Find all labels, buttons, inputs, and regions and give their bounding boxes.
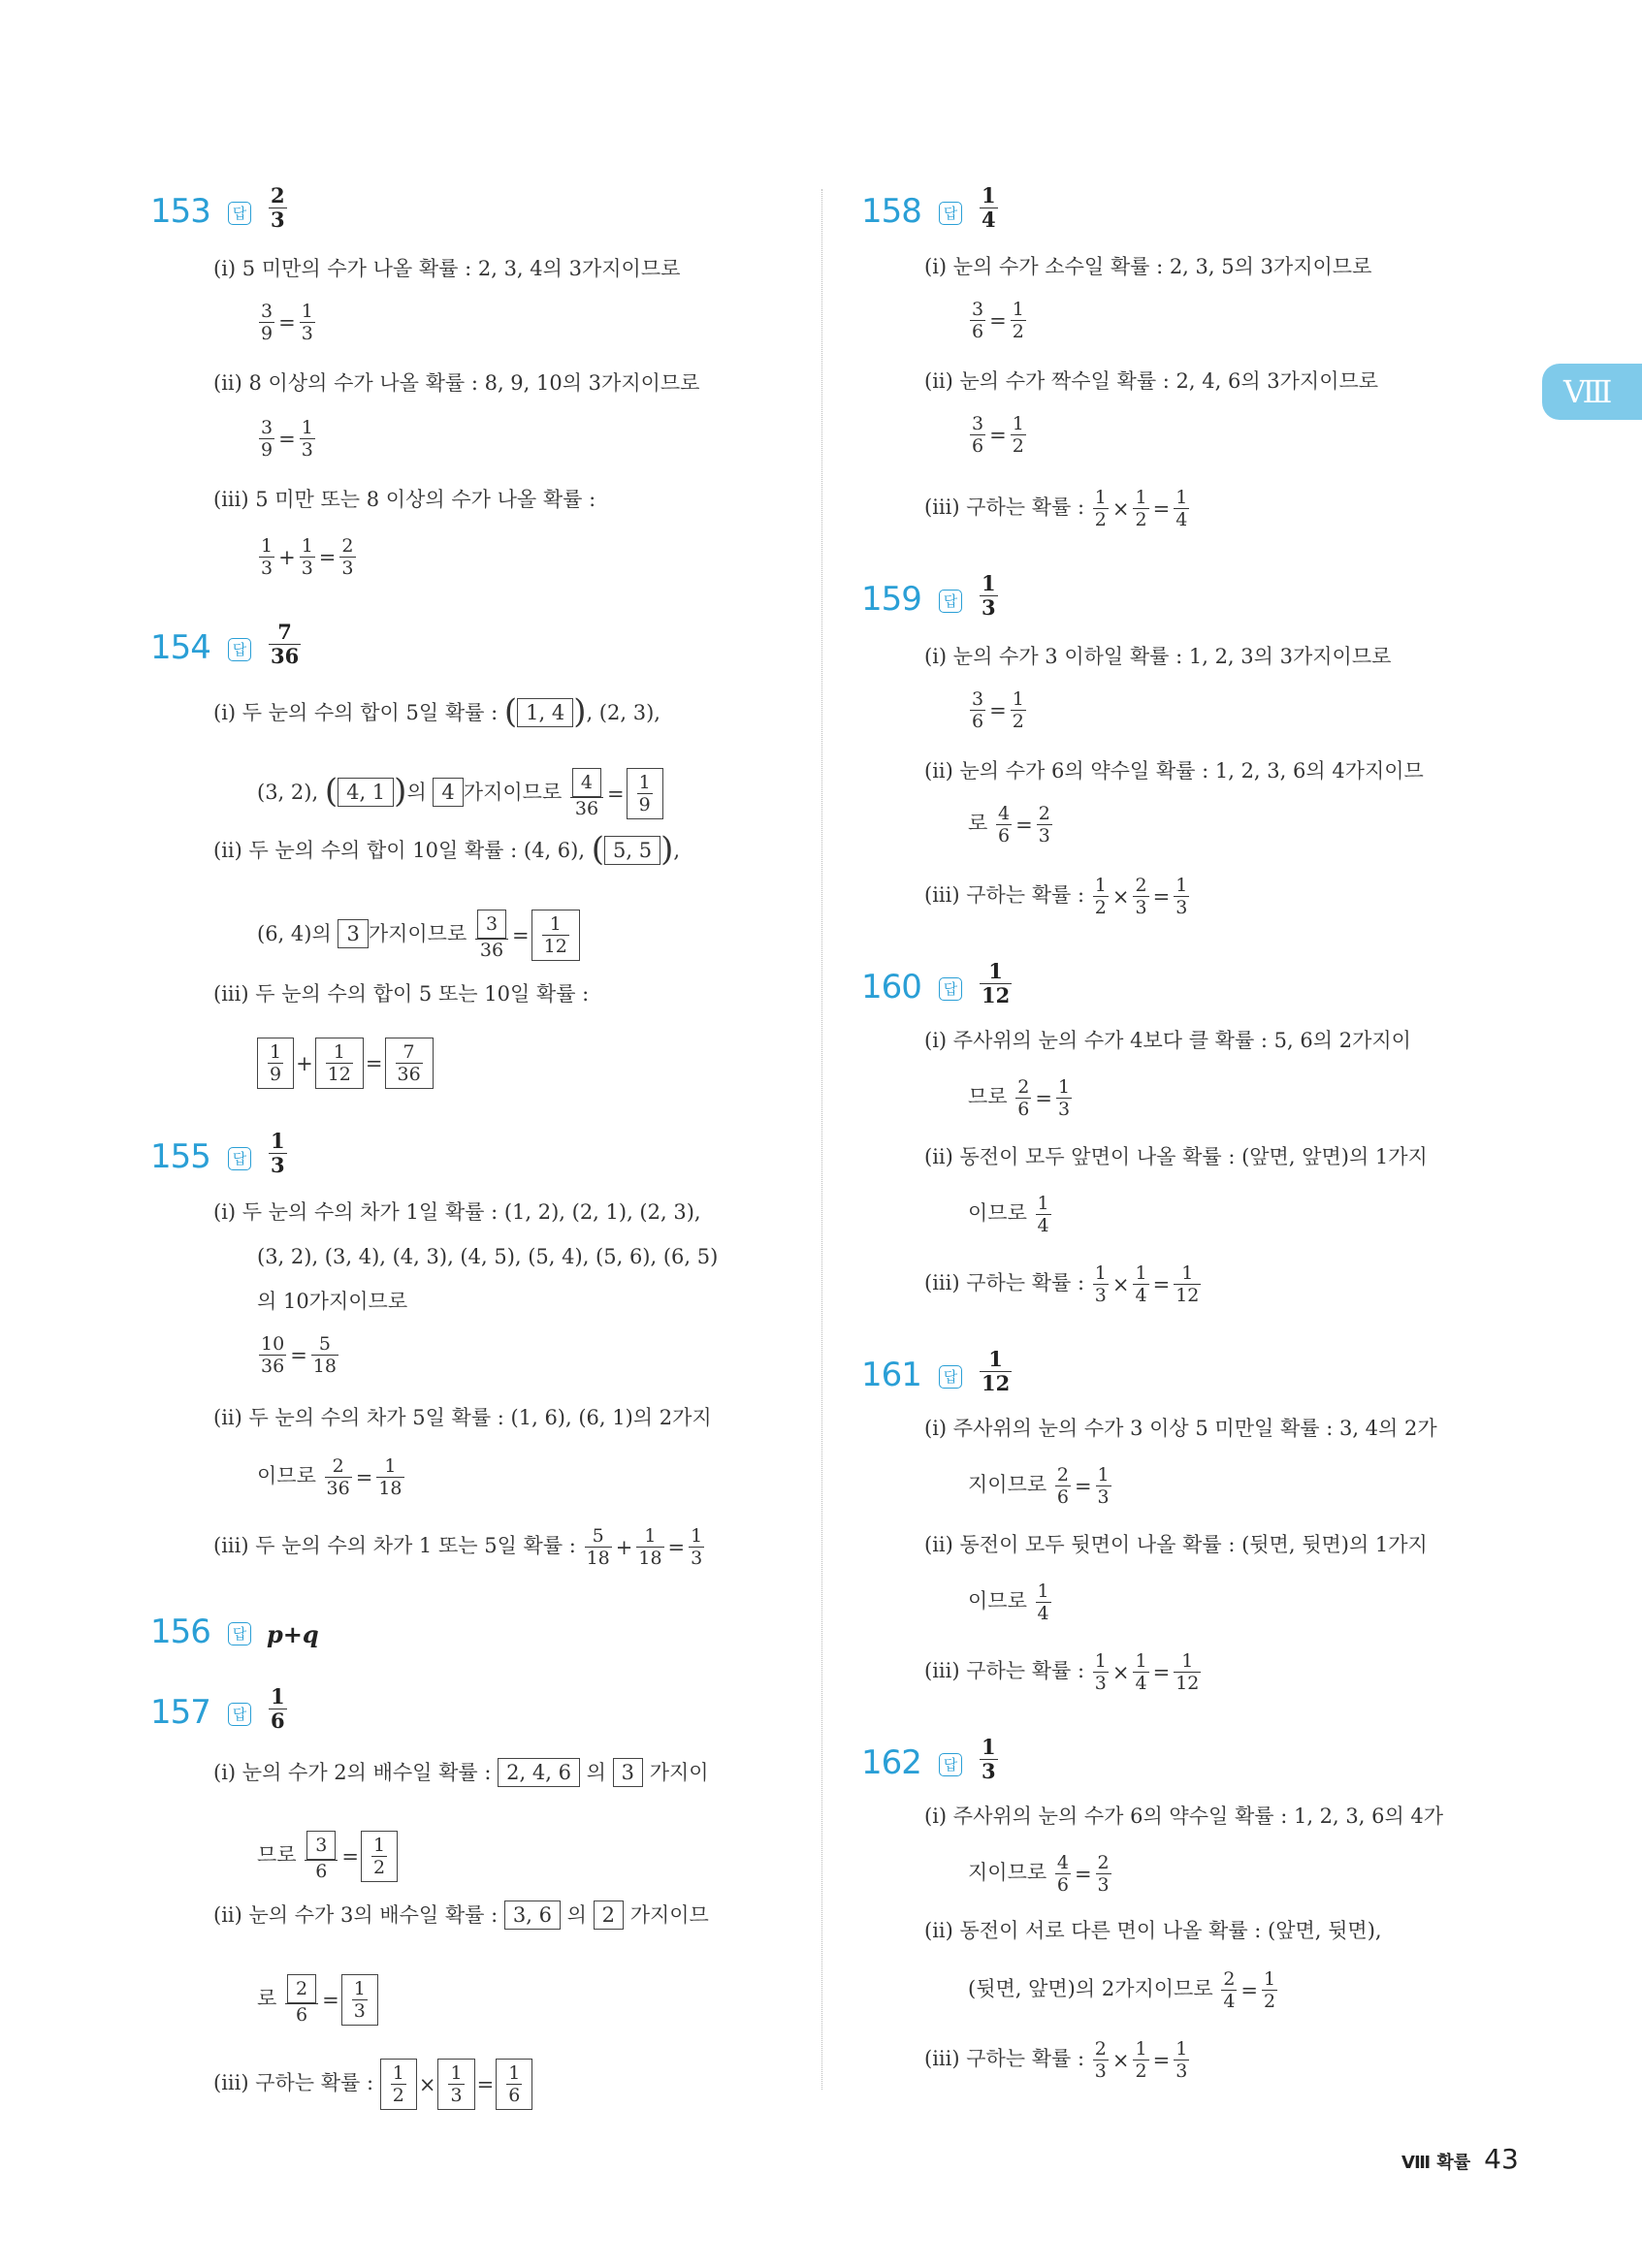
equation: $\frac{3}{6}$ = $\frac{1}{2}$ — [972, 688, 1024, 732]
step-ii: (ii) 동전이 모두 앞면이 나올 확률 : (앞면, 앞면)의 1가지 — [924, 1145, 1428, 1168]
answer-label: 답 — [228, 202, 251, 225]
answer-fraction: $\frac{2}{3}$ — [271, 183, 285, 232]
step-i: (i) 눈의 수가 소수일 확률 : 2, 3, 5의 3가지이므로 — [924, 255, 1372, 278]
problem-number: 153 — [150, 192, 210, 231]
step-iii: (iii) 두 눈의 수의 차가 1 또는 5일 확률 : $\frac{5}{18}$ + $\frac{1}{18}$ = $\frac{1}{3}$ — [213, 1525, 703, 1569]
equation: $\frac{3}{6}$ = $\frac{1}{2}$ — [972, 299, 1024, 342]
page-footer — [1401, 2143, 1519, 2175]
step-ii-cont: 로 $\frac{2}{6}$ = $\frac{1}{3}$ — [257, 1974, 378, 2026]
step-ii: (ii) 동전이 서로 다른 면이 나올 확률 : (앞면, 뒷면), — [924, 1919, 1382, 1942]
step-iii: (iii) 구하는 확률 : $\frac{1}{2}$ × $\frac{1}{3}$ = $\frac{1}{6}$ — [213, 2059, 532, 2110]
equation: $\frac{3}{9}$ = $\frac{1}{3}$ — [261, 301, 313, 344]
step-i: (i) 주사위의 눈의 수가 6의 약수일 확률 : 1, 2, 3, 6의 4가 — [924, 1805, 1444, 1828]
step-iii: (iii) 구하는 확률 : $\frac{1}{3}$ × $\frac{1}{4}$ = $\frac{1}{12}$ — [924, 1650, 1200, 1694]
step-i-cont: (3, 2), (3, 4), (4, 3), (4, 5), (5, 4), (5, 6), (6, 5) — [257, 1245, 719, 1268]
step-i: (i) 눈의 수가 3 이하일 확률 : 1, 2, 3의 3가지이므로 — [924, 645, 1392, 668]
answer-label: 답 — [228, 1703, 251, 1726]
step-ii: (ii) 두 눈의 수의 합이 10일 확률 : (4, 6), ( 5, 5 ), — [213, 829, 681, 869]
step-i: (i) 주사위의 눈의 수가 3 이상 5 미만일 확률 : 3, 4의 2가 — [924, 1417, 1437, 1440]
answer-label: 답 — [939, 1753, 962, 1776]
step-ii-cont: 로 $\frac{4}{6}$ = $\frac{2}{3}$ — [968, 803, 1050, 847]
answer-fraction: $\frac{1}{12}$ — [982, 959, 1011, 1007]
answer-label: 답 — [939, 1365, 962, 1389]
answer-label: 답 — [228, 638, 251, 661]
step-iii: (iii) 구하는 확률 : $\frac{1}{3}$ × $\frac{1}{4}$ = $\frac{1}{12}$ — [924, 1262, 1200, 1306]
answer-fraction: $\frac{1}{4}$ — [982, 183, 996, 232]
step-i-cont: 지이므로 $\frac{4}{6}$ = $\frac{2}{3}$ — [968, 1852, 1110, 1896]
answer-fraction: $\frac{1}{3}$ — [982, 1735, 996, 1783]
problem-number: 161 — [861, 1356, 921, 1394]
problem-number: 154 — [150, 628, 210, 667]
equation: $\frac{1}{9}$ + $\frac{1}{12}$ = $\frac{7}{36}$ — [257, 1038, 434, 1089]
answer-label: 답 — [939, 590, 962, 613]
step-iii: (iii) 5 미만 또는 8 이상의 수가 나올 확률 : — [213, 488, 596, 511]
answer-label: 답 — [939, 202, 962, 225]
step-ii: (ii) 8 이상의 수가 나올 확률 : 8, 9, 10의 3가지이므로 — [213, 371, 700, 395]
step-ii: (ii) 눈의 수가 3의 배수일 확률 : 3, 6 의 2 가지이므 — [213, 1901, 709, 1930]
step-ii: (ii) 두 눈의 수의 차가 5일 확률 : (1, 6), (6, 1)의 2가지 — [213, 1406, 712, 1429]
step-ii: (ii) 눈의 수가 짝수일 확률 : 2, 4, 6의 3가지이므로 — [924, 369, 1379, 393]
chapter-tab — [1542, 364, 1642, 420]
step-ii-cont: (뒷면, 앞면)의 2가지이므로 $\frac{2}{4}$ = $\frac{1}{2}$ — [968, 1968, 1276, 2012]
step-iii: (iii) 구하는 확률 : $\frac{1}{2}$ × $\frac{1}{2}$ = $\frac{1}{4}$ — [924, 487, 1188, 530]
answer-fraction: $\frac{1}{3}$ — [271, 1129, 285, 1177]
equation: $\frac{3}{6}$ = $\frac{1}{2}$ — [972, 413, 1024, 457]
step-i: (i) 두 눈의 수의 차가 1일 확률 : (1, 2), (2, 1), (2, 3), — [213, 1200, 701, 1224]
problem-number: 162 — [861, 1743, 921, 1782]
problem-number: 159 — [861, 580, 921, 619]
step-i: (i) 두 눈의 수의 합이 5일 확률 : ( 1, 4 ), (2, 3), — [213, 691, 660, 731]
equation: $\frac{1}{3}$ + $\frac{1}{3}$ = $\frac{2}{3}$ — [261, 535, 354, 579]
answer-fraction: $\frac{7}{36}$ — [271, 620, 300, 668]
step-ii: (ii) 동전이 모두 뒷면이 나올 확률 : (뒷면, 뒷면)의 1가지 — [924, 1533, 1428, 1556]
step-ii: (ii) 눈의 수가 6의 약수일 확률 : 1, 2, 3, 6의 4가지이므 — [924, 759, 1424, 783]
step-i-cont: 지이므로 $\frac{2}{6}$ = $\frac{1}{3}$ — [968, 1464, 1110, 1508]
step-i: (i) 눈의 수가 2의 배수일 확률 : 2, 4, 6 의 3 가지이 — [213, 1758, 709, 1787]
answer-expression: p+q — [267, 1620, 319, 1648]
problem-number: 156 — [150, 1613, 210, 1651]
equation: $\frac{3}{9}$ = $\frac{1}{3}$ — [261, 417, 313, 461]
problem-number: 155 — [150, 1137, 210, 1176]
column-divider — [821, 189, 822, 2090]
step-ii-cont: 이므로 $\frac{1}{4}$ — [968, 1581, 1049, 1624]
answer-label: 답 — [939, 977, 962, 1001]
answer-label: 답 — [228, 1147, 251, 1170]
answer-fraction: $\frac{1}{6}$ — [271, 1684, 285, 1733]
step-iii: (iii) 구하는 확률 : $\frac{1}{2}$ × $\frac{2}{3}$ = $\frac{1}{3}$ — [924, 875, 1188, 918]
problem-number: 157 — [150, 1693, 210, 1732]
problem-number: 158 — [861, 192, 921, 231]
step-i-cont: 의 10가지이므로 — [257, 1290, 408, 1313]
step-i-cont: 므로 $\frac{3}{6}$ = $\frac{1}{2}$ — [257, 1831, 398, 1882]
answer-fraction: $\frac{1}{12}$ — [982, 1347, 1011, 1395]
step-ii-cont: 이므로 $\frac{2}{36}$ = $\frac{1}{18}$ — [257, 1455, 402, 1499]
chapter-tab-label: Ⅷ — [1563, 373, 1611, 410]
problem-number: 160 — [861, 968, 921, 1006]
step-ii-cont: 이므로 $\frac{1}{4}$ — [968, 1193, 1049, 1236]
step-i-cont: 므로 $\frac{2}{6}$ = $\frac{1}{3}$ — [968, 1076, 1071, 1120]
answer-label: 답 — [228, 1622, 251, 1645]
equation: $\frac{10}{36}$ = $\frac{5}{18}$ — [261, 1333, 337, 1377]
page-number: 43 — [1484, 2143, 1519, 2175]
step-iii: (iii) 구하는 확률 : $\frac{2}{3}$ × $\frac{1}{2}$ = $\frac{1}{3}$ — [924, 2038, 1188, 2082]
step-ii-cont: (6, 4)의 3 가지이므로 $\frac{3}{36}$ = $\frac{1}{12}$ — [257, 910, 580, 961]
footer-chapter: Ⅷ 확률 — [1401, 2153, 1471, 2173]
answer-fraction: $\frac{1}{3}$ — [982, 571, 996, 620]
step-i: (i) 주사위의 눈의 수가 4보다 클 확률 : 5, 6의 2가지이 — [924, 1029, 1411, 1052]
step-i: (i) 5 미만의 수가 나올 확률 : 2, 3, 4의 3가지이므로 — [213, 257, 681, 280]
step-iii: (iii) 두 눈의 수의 합이 5 또는 10일 확률 : — [213, 982, 590, 1006]
step-i-cont: (3, 2), ( 4, 1 )의 4 가지이므로 $\frac{4}{36}$ = $\frac{1}{9}$ — [257, 768, 663, 819]
